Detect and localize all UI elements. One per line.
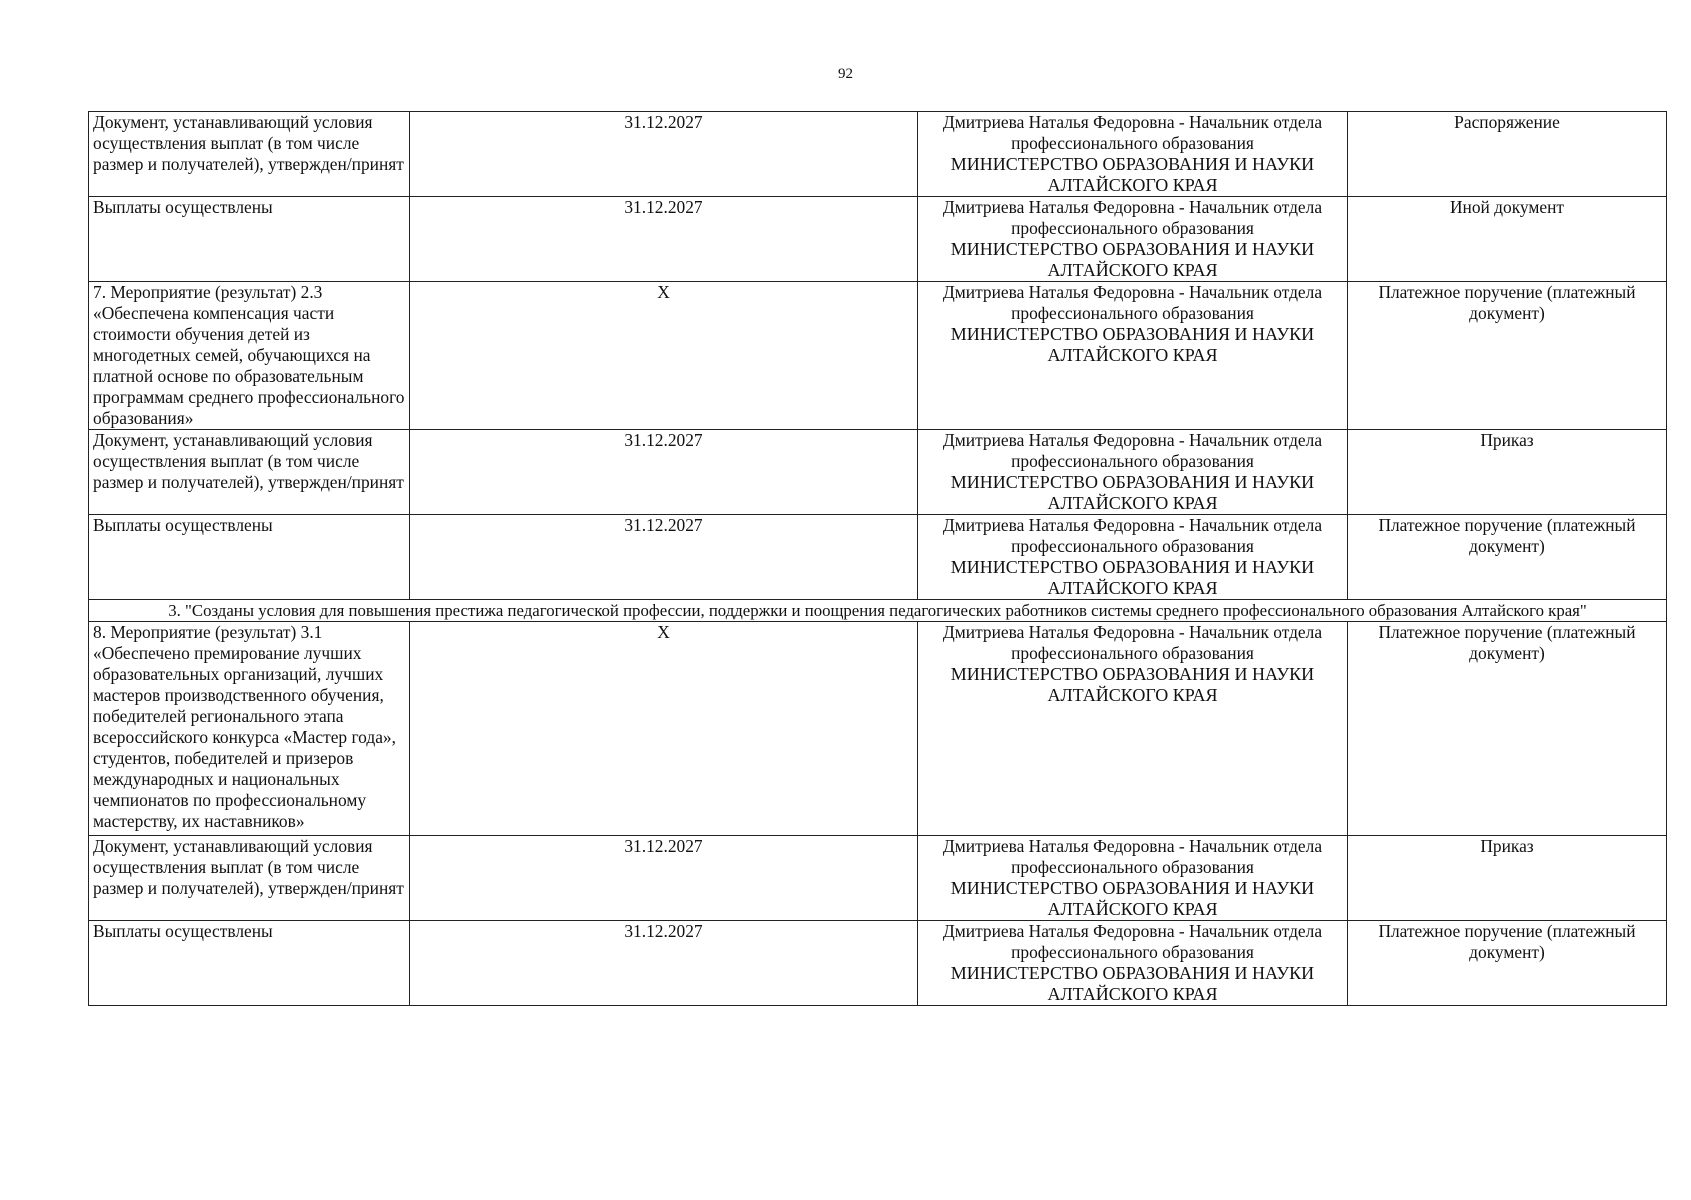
responsible-organization: МИНИСТЕРСТВО ОБРАЗОВАНИЯ И НАУКИ АЛТАЙСКОГО КРАЯ <box>950 664 1315 705</box>
plan-table-body <box>89 112 1667 1006</box>
responsible-person: Дмитриева Наталья Федоровна - Начальник отдела <box>942 921 1323 941</box>
document-type-cell: Распоряжение <box>1348 112 1667 197</box>
measure-name-cell: Выплаты осуществлены <box>89 515 410 600</box>
table-row <box>89 622 1667 836</box>
document-type-cell: Приказ <box>1348 836 1667 921</box>
responsible-cell <box>918 197 1348 282</box>
responsible-organization: МИНИСТЕРСТВО ОБРАЗОВАНИЯ И НАУКИ АЛТАЙСКОГО КРАЯ <box>950 878 1315 919</box>
responsible-cell <box>918 515 1348 600</box>
responsible-organization: МИНИСТЕРСТВО ОБРАЗОВАНИЯ И НАУКИ АЛТАЙСКОГО КРАЯ <box>950 963 1315 1004</box>
responsible-department: профессионального образования <box>1011 857 1254 877</box>
deadline-cell: 31.12.2027 <box>410 515 918 600</box>
responsible-organization: МИНИСТЕРСТВО ОБРАЗОВАНИЯ И НАУКИ АЛТАЙСКОГО КРАЯ <box>950 154 1315 195</box>
responsible-organization: МИНИСТЕРСТВО ОБРАЗОВАНИЯ И НАУКИ АЛТАЙСКОГО КРАЯ <box>950 324 1315 365</box>
deadline-cell: X <box>410 282 918 430</box>
document-type-cell: Платежное поручение (платежный документ) <box>1348 921 1667 1006</box>
plan-table <box>88 111 1667 1006</box>
responsible-department: профессионального образования <box>1011 133 1254 153</box>
responsible-organization: МИНИСТЕРСТВО ОБРАЗОВАНИЯ И НАУКИ АЛТАЙСКОГО КРАЯ <box>950 557 1315 598</box>
table-row <box>89 921 1667 1006</box>
responsible-person: Дмитриева Наталья Федоровна - Начальник отдела <box>942 515 1323 535</box>
document-type-cell: Платежное поручение (платежный документ) <box>1348 622 1667 836</box>
table-row <box>89 515 1667 600</box>
responsible-department: профессионального образования <box>1011 218 1254 238</box>
responsible-department: профессионального образования <box>1011 303 1254 323</box>
document-type-cell: Иной документ <box>1348 197 1667 282</box>
responsible-person: Дмитриева Наталья Федоровна - Начальник отдела <box>942 430 1323 450</box>
responsible-person: Дмитриева Наталья Федоровна - Начальник отдела <box>942 197 1323 217</box>
table-row <box>89 197 1667 282</box>
deadline-cell: X <box>410 622 918 836</box>
responsible-organization: МИНИСТЕРСТВО ОБРАЗОВАНИЯ И НАУКИ АЛТАЙСКОГО КРАЯ <box>950 239 1315 280</box>
responsible-organization: МИНИСТЕРСТВО ОБРАЗОВАНИЯ И НАУКИ АЛТАЙСКОГО КРАЯ <box>950 472 1315 513</box>
responsible-cell <box>918 112 1348 197</box>
responsible-department: профессионального образования <box>1011 536 1254 556</box>
responsible-department: профессионального образования <box>1011 942 1254 962</box>
responsible-cell <box>918 282 1348 430</box>
document-type-cell: Платежное поручение (платежный документ) <box>1348 282 1667 430</box>
responsible-cell <box>918 622 1348 836</box>
responsible-person: Дмитриева Наталья Федоровна - Начальник отдела <box>942 282 1323 302</box>
responsible-department: профессионального образования <box>1011 451 1254 471</box>
measure-name-cell: Выплаты осуществлены <box>89 921 410 1006</box>
deadline-cell: 31.12.2027 <box>410 430 918 515</box>
document-type-cell: Платежное поручение (платежный документ) <box>1348 515 1667 600</box>
section-header-row <box>89 600 1667 622</box>
responsible-person: Дмитриева Наталья Федоровна - Начальник отдела <box>942 622 1323 642</box>
measure-name-cell: Документ, устанавливающий условия осуществления выплат (в том числе размер и получателей), утвержден/принят <box>89 836 410 921</box>
page-number: 92 <box>838 66 853 82</box>
responsible-department: профессионального образования <box>1011 643 1254 663</box>
deadline-cell: 31.12.2027 <box>410 921 918 1006</box>
deadline-cell: 31.12.2027 <box>410 197 918 282</box>
deadline-cell: 31.12.2027 <box>410 112 918 197</box>
table-row <box>89 430 1667 515</box>
responsible-cell <box>918 430 1348 515</box>
responsible-person: Дмитриева Наталья Федоровна - Начальник отдела <box>942 836 1323 856</box>
measure-name-cell: Документ, устанавливающий условия осуществления выплат (в том числе размер и получателей), утвержден/принят <box>89 112 410 197</box>
section-title: 3. "Созданы условия для повышения престижа педагогической профессии, поддержки и поощрения педагогических работников системы среднего профессионального образования Алтайского края" <box>89 600 1667 622</box>
table-row <box>89 112 1667 197</box>
responsible-cell <box>918 836 1348 921</box>
measure-name-cell: 7. Мероприятие (результат) 2.3 «Обеспечена компенсация части стоимости обучения детей из многодетных семей, обучающихся на платной основе по образовательным программам среднего профессионального образования» <box>89 282 410 430</box>
table-row <box>89 282 1667 430</box>
document-type-cell: Приказ <box>1348 430 1667 515</box>
table-row <box>89 836 1667 921</box>
deadline-cell: 31.12.2027 <box>410 836 918 921</box>
responsible-cell <box>918 921 1348 1006</box>
measure-name-cell: Выплаты осуществлены <box>89 197 410 282</box>
measure-name-cell: Документ, устанавливающий условия осуществления выплат (в том числе размер и получателей), утвержден/принят <box>89 430 410 515</box>
responsible-person: Дмитриева Наталья Федоровна - Начальник отдела <box>942 112 1323 132</box>
measure-name-cell: 8. Мероприятие (результат) 3.1 «Обеспечено премирование лучших образовательных организаций, лучших мастеров производственного обучения, победителей регионального этапа всероссийского конкурса «Мастер года», студентов, победителей и призеров международных и национальных чемпионатов по профессиональному мастерству, их наставников» <box>89 622 410 836</box>
